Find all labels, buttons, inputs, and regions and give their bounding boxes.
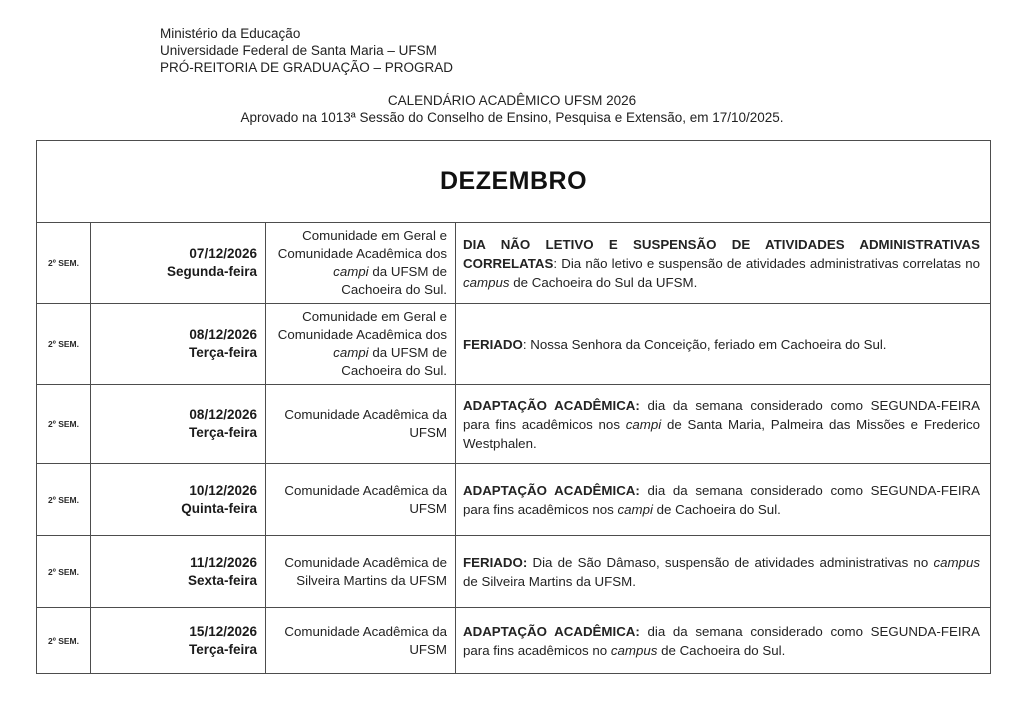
audience-cell: Comunidade Acadêmica da UFSM [266, 608, 456, 674]
audience-cell: Comunidade em Geral e Comunidade Acadêmica dos campi da UFSM de Cachoeira do Sul. [266, 223, 456, 304]
date-value: 11/12/2026 [190, 554, 257, 570]
description-cell: DIA NÃO LETIVO E SUSPENSÃO DE ATIVIDADES ADMINISTRATIVAS CORRELATAS: Dia não letivo e suspensão de atividades administrativas correlatas no campus de Cachoeira do Sul da UFSM. [456, 223, 991, 304]
semester-cell: 2º SEM. [37, 223, 91, 304]
weekday-value: Quinta-feira [181, 500, 257, 516]
semester-cell: 2º SEM. [37, 464, 91, 536]
audience-cell: Comunidade em Geral e Comunidade Acadêmica dos campi da UFSM de Cachoeira do Sul. [266, 304, 456, 385]
org-line-prograd: PRÓ-REITORIA DE GRADUAÇÃO – PROGRAD [160, 60, 454, 75]
document-title-block [0, 92, 1024, 126]
weekday-value: Segunda-feira [166, 264, 257, 279]
description-cell: FERIADO: Nossa Senhora da Conceição, feriado em Cachoeira do Sul. [456, 304, 991, 385]
audience-cell: Comunidade Acadêmica da UFSM [266, 464, 456, 536]
month-table [36, 140, 991, 674]
table-row [37, 304, 991, 385]
weekday-value: Terça-feira [188, 345, 257, 360]
audience-cell: Comunidade Acadêmica de Silveira Martins da UFSM [266, 536, 456, 608]
description-cell: FERIADO: Dia de São Dâmaso, suspensão de atividades administrativas no campus de Silveira Martins da UFSM. [456, 536, 991, 608]
month-title-row [37, 141, 991, 223]
date-cell [91, 223, 266, 304]
date-cell [91, 536, 266, 608]
description-cell: ADAPTAÇÃO ACADÊMICA: dia da semana considerado como SEGUNDA-FEIRA para fins acadêmicos nos campi de Cachoeira do Sul. [456, 464, 991, 536]
semester-cell: 2º SEM. [37, 608, 91, 674]
description-cell: ADAPTAÇÃO ACADÊMICA: dia da semana considerado como SEGUNDA-FEIRA para fins acadêmicos nos campi de Santa Maria, Palmeira das Missões e Frederico Westphalen. [456, 385, 991, 464]
weekday-value: Terça-feira [188, 641, 257, 657]
date-cell [91, 304, 266, 385]
month-title: DEZEMBRO [37, 141, 991, 223]
audience-cell: Comunidade Acadêmica da UFSM [266, 385, 456, 464]
date-value: 08/12/2026 [189, 327, 257, 342]
table-row [37, 223, 991, 304]
weekday-value: Sexta-feira [187, 572, 257, 588]
org-line-university: Universidade Federal de Santa Maria – UFSM [160, 43, 437, 58]
semester-cell: 2º SEM. [37, 536, 91, 608]
date-value: 15/12/2026 [189, 623, 257, 639]
semester-cell: 2º SEM. [37, 304, 91, 385]
calendar-title: CALENDÁRIO ACADÊMICO UFSM 2026 [387, 93, 637, 108]
date-value: 10/12/2026 [189, 482, 257, 498]
table-row [37, 385, 991, 464]
calendar-approval: Aprovado na 1013ª Sessão do Conselho de Ensino, Pesquisa e Extensão, em 17/10/2025. [240, 110, 784, 125]
date-value: 08/12/2026 [189, 407, 257, 422]
date-cell [91, 385, 266, 464]
description-cell: ADAPTAÇÃO ACADÊMICA: dia da semana considerado como SEGUNDA-FEIRA para fins acadêmicos no campus de Cachoeira do Sul. [456, 608, 991, 674]
org-line-ministry: Ministério da Educação [160, 26, 301, 41]
weekday-value: Terça-feira [188, 425, 257, 440]
date-cell [91, 464, 266, 536]
date-value: 07/12/2026 [189, 246, 257, 261]
table-row [37, 608, 991, 674]
page-header [160, 25, 453, 76]
date-cell [91, 608, 266, 674]
table-row [37, 464, 991, 536]
semester-cell: 2º SEM. [37, 385, 91, 464]
table-row [37, 536, 991, 608]
